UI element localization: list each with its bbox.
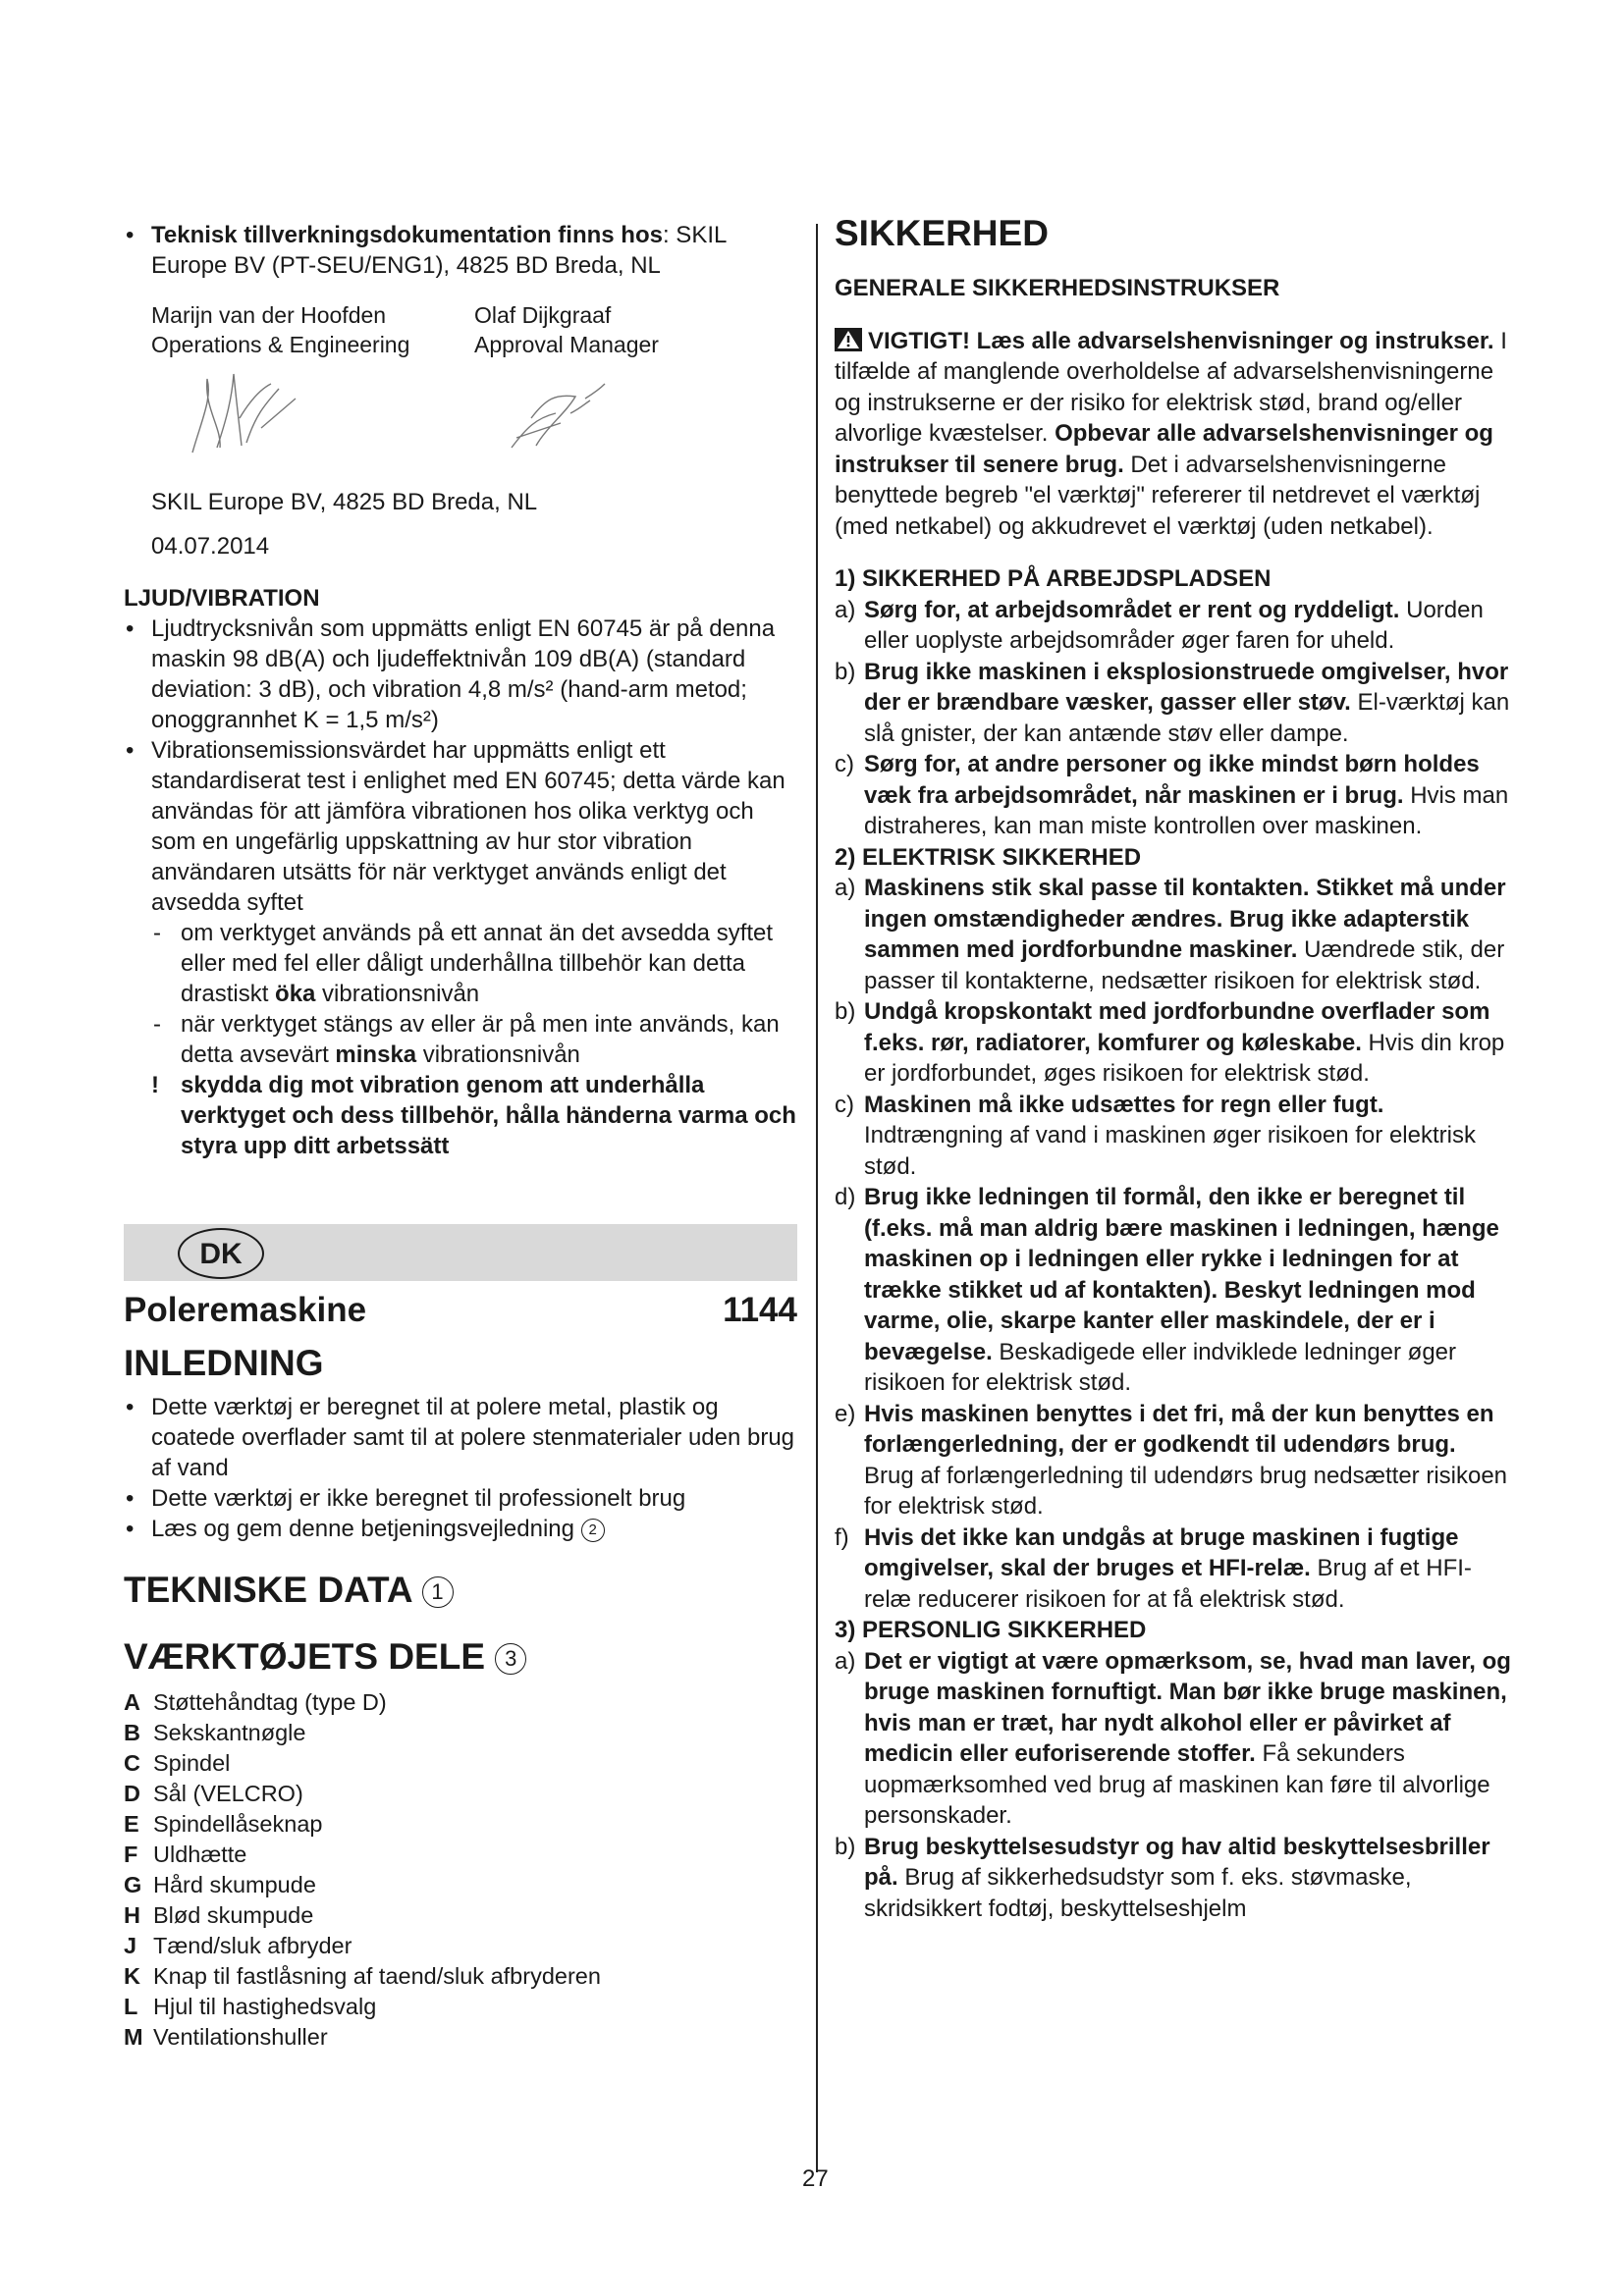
item-label: e) [835,1400,856,1427]
dash-bold: öka [275,981,316,1007]
signing-date: 04.07.2014 [151,533,270,560]
part-text: Knap til fastlåsning af taend/sluk afbryderen [153,1963,601,1989]
item-text: Brug af forlængerledning til udendørs brug nedsætter risikoen for elektrisk stød. [864,1462,1508,1520]
part-text: Spindel [153,1750,231,1776]
product-name: Poleremaskine [124,1291,367,1329]
list-item [124,1961,797,1992]
vibration-bullet-1 [124,614,797,735]
product-number: 1144 [723,1291,797,1329]
dash-bold: minska [335,1041,417,1068]
list-item [835,1182,1512,1399]
part-text: Hjul til hastighedsvalg [153,1994,377,2019]
dash-text: vibrationsnivån [416,1041,580,1068]
vibration-dash-1 [124,918,797,1009]
safety-title: SIKKERHED [835,213,1049,253]
general-warning [835,326,1512,543]
intro-text: Dette værktøj er ikke beregnet til professionelt brug [151,1485,686,1512]
list-item [835,996,1512,1090]
dash-text: när verktyget stängs av eller är på men inte används, kan detta avsevärt [181,1011,780,1068]
list-item [835,873,1512,996]
country-code: DK [199,1237,243,1270]
item-bold: Brug beskyttelsesudstyr og hav altid beskyttelsesbriller på. [864,1833,1490,1891]
item-label: b) [835,1833,856,1860]
item-label: c) [835,1091,854,1118]
list-item [835,1522,1512,1616]
list-item [124,1931,797,1961]
product-title-row [124,1291,797,1329]
page-number: 27 [802,2165,829,2192]
item-bold: Sørg for, at andre personer og ikke mindst børn holdes væk fra arbejdsområdet, når maskinen er i brug. [864,751,1480,809]
intro-bullet-2 [124,1483,797,1514]
part-text: Uldhætte [153,1842,247,1867]
list-item [835,657,1512,750]
list-item [124,1840,797,1870]
list-item [124,1900,797,1931]
signer-1 [151,300,474,359]
right-column [835,212,1512,1924]
part-text: Spindellåseknap [153,1811,323,1837]
signer-2 [474,300,797,359]
item-label: a) [835,875,856,901]
item-label: d) [835,1184,856,1210]
intro-heading: INLEDNING [124,1343,324,1383]
part-letter: H [124,1902,140,1928]
warning-bold: Opbevar alle advarselshenvisninger og instrukser til senere brug. [835,420,1493,478]
vibration-warning [124,1070,797,1161]
item-bold: Maskinens stik skal passe til kontakten. Stikket må under ingen omstændigheder ændres. Brug ikke adapterstik sammen med jordforbundne maskiner. [864,875,1506,963]
list-item [835,1090,1512,1183]
item-bold: Hvis maskinen benyttes i det fri, må der kun benyttes en forlængerledning, der er godkendt til udendørs brug. [864,1400,1494,1458]
item-bold: Undgå kropskontakt med jordforbundne overflader som f.eks. rør, radiatorer, komfurer og køleskabe. [864,998,1490,1056]
list-item [124,2022,797,2053]
figure-ref-badge: 3 [495,1643,526,1675]
vibration-dash-2 [124,1009,797,1070]
list-item [124,1809,797,1840]
item-bold: Maskinen må ikke udsættes for regn eller fugt. [864,1091,1384,1118]
section-heading-electrical: 2) ELEKTRISK SIKKERHED [835,843,1142,871]
parts-list [124,1687,797,2053]
column-divider [816,224,818,2172]
list-item [835,1832,1512,1925]
part-text: Sekskantnøgle [153,1720,306,1745]
tech-doc-value: : SKIL Europe BV (PT-SEU/ENG1), 4825 BD Breda, NL [151,222,727,279]
part-text: Tænd/sluk afbryder [153,1933,352,1958]
handwritten-signatures-image [124,359,797,477]
item-label: c) [835,751,854,777]
part-letter: G [124,1872,142,1897]
part-letter: A [124,1689,140,1715]
warning-text: Det i advarselshenvisningerne benyttede begreb "el værktøj" refererer til netdrevet el værktøj (med netkabel) og akkudrevet el værktøj (uden netkabel). [835,451,1481,540]
list-item [124,1992,797,2022]
warning-bold: VIGTIGT! Læs alle advarselshenvisninger og instrukser. [868,327,1494,354]
signer-name: Olaf Dijkgraaf [474,302,612,328]
parts-title: VÆRKTØJETS DELE [124,1636,485,1677]
item-bold: Brug ikke maskinen i eksplosionstruede omgivelser, hvor der er brændbare væsker, gasser eller støv. [864,658,1509,716]
parts-heading [124,1636,797,1678]
list-item [124,1779,797,1809]
list-item [835,1399,1512,1522]
item-text: Brug af et HFI-relæ reducerer risikoen for at få elektrisk stød. [864,1555,1472,1613]
tech-doc-bullet [124,220,797,281]
item-text: Hvis din krop er jordforbundet, øges risikoen for elektrisk stød. [864,1029,1505,1087]
signer-name: Marijn van der Hoofden [151,302,387,328]
part-text: Ventilationshuller [153,2024,328,2050]
item-text: El-værktøj kan slå gnister, der kan antænde støv eller dampe. [864,689,1510,747]
warning-book-icon [835,328,862,351]
item-text: Uorden eller uoplyste arbejdsområder øger faren for uheld. [864,596,1484,654]
part-text: Sål (VELCRO) [153,1781,303,1806]
item-label: b) [835,658,856,685]
warning-text: skydda dig mot vibration genom att underhålla verktyget och dess tillbehör, hålla händerna varma och styra upp ditt arbetssätt [181,1072,796,1159]
item-bold: Brug ikke ledningen til formål, den ikke er beregnet til (f.eks. må man aldrig bære maskinen i ledningen, hænge maskinen op i ledningen eller rykke i ledningen for at trække stikket ud af kontakten). Beskyt ledningen mod varme, olie, skarpe kanter eller maskindele, der er i bevægelse. [864,1184,1499,1365]
item-label: a) [835,596,856,623]
intro-text: Dette værktøj er beregnet til at polere metal, plastik og coatede overflader samt til at polere stenmaterialer uden brug af vand [151,1394,795,1481]
list-item [124,1718,797,1748]
item-label: b) [835,998,856,1025]
intro-bullet-1 [124,1392,797,1483]
item-text: Hvis man distraheres, kan man miste kontrollen over maskinen. [864,781,1509,839]
intro-bullet-3 [124,1514,797,1544]
item-label: f) [835,1523,849,1551]
part-letter: L [124,1994,138,2019]
left-column [124,220,797,2053]
part-letter: K [124,1963,140,1989]
list-item [835,749,1512,842]
vibration-bullet-2 [124,735,797,918]
signatures [124,359,797,477]
signer-title: Operations & Engineering [151,332,410,357]
part-letter: B [124,1720,140,1745]
item-label: a) [835,1647,856,1675]
company-address: SKIL Europe BV, 4825 BD Breda, NL [151,489,538,515]
item-bold: Hvis det ikke kan undgås at bruge maskinen i fugtige omgivelser, skal der bruges et HFI-relæ. [864,1523,1459,1581]
part-letter: C [124,1750,140,1776]
list-item [124,1687,797,1718]
tech-data-title: TEKNISKE DATA [124,1570,412,1610]
tech-doc-label: Teknisk tillverkningsdokumentation finns hos [151,222,663,248]
part-letter: E [124,1811,139,1837]
signer-title: Approval Manager [474,332,659,357]
dash-text: om verktyget används på ett annat än det avsedda syftet eller med fel eller dåligt underhållna tillbehör kan detta drastiskt [181,920,774,1007]
item-text: Brug af sikkerhedsudstyr som f. eks. støvmaske, skridsikkert fodtøj, beskyttelseshjelm [864,1864,1412,1922]
vibration-heading: LJUD/VIBRATION [124,585,320,612]
list-item [124,1870,797,1900]
warning-text: I tilfælde af manglende overholdelse af advarselshenvisningerne og instrukserne er der risiko for elektrisk stød, brand og/eller alvorlige kvæstelser. [835,327,1507,447]
vibration-text-1: Ljudtrycksnivån som uppmätts enligt EN 60745 är på denna maskin 98 dB(A) och ljudeffektnivån 109 dB(A) (standard deviation: 3 dB), och vibration 4,8 m/s² (hand-arm metod; onoggrannhet K = 1,5 m/s²) [151,615,776,733]
part-letter: M [124,2024,143,2050]
vibration-text-2: Vibrationsemissionsvärdet har uppmätts enligt ett standardiserat test i enlighet med EN 60745; detta värde kan användas för att jämföra vibrationen hos olika verktyg och som en ungefärlig uppskattning av hur stor vibration användaren utsätts för när verktyget används enligt det avsedda syftet [151,737,785,916]
item-bold: Det er vigtigt at være opmærksom, se, hvad man laver, og bruge maskinen fornuftigt. Man bør ikke bruge maskinen, hvis man er træt, har nydt alkohol eller er påvirket af medicin eller euforiserende stoffer. [864,1647,1511,1767]
part-letter: J [124,1933,137,1958]
part-letter: F [124,1842,138,1867]
list-item [124,1748,797,1779]
signers [124,300,797,359]
country-banner [124,1224,797,1281]
tech-data-heading [124,1570,797,1611]
exclamation-mark: ! [151,1072,159,1098]
figure-ref-badge: 1 [422,1576,454,1608]
item-text: Uændrede stik, der passer til kontakterne, nedsætter risikoen for elektrisk stød. [864,936,1505,994]
item-text: Indtrængning af vand i maskinen øger risikoen for elektrisk stød. [864,1122,1476,1180]
figure-ref-badge: 2 [581,1519,605,1542]
item-bold: Sørg for, at arbejdsområdet er rent og ryddeligt. [864,596,1400,623]
list-item [835,595,1512,657]
intro-text: Læs og gem denne betjeningsvejledning [151,1516,574,1542]
dash-text: vibrationsnivån [315,981,480,1007]
part-letter: D [124,1781,140,1806]
item-text: Få sekunders uopmærksomhed ved brug af maskinen kan føre til alvorlige personskader. [864,1740,1490,1829]
part-text: Blød skumpude [153,1902,314,1928]
item-text: Beskadigede eller indviklede ledninger øger risikoen for elektrisk stød. [864,1338,1457,1396]
part-text: Støttehåndtag (type D) [153,1689,387,1715]
section-heading-workplace: 1) SIKKERHED PÅ ARBEJDSPLADSEN [835,565,1272,592]
country-code-badge [178,1228,264,1279]
list-item [835,1646,1512,1832]
section-heading-personal: 3) PERSONLIG SIKKERHED [835,1617,1147,1643]
safety-subtitle: GENERALE SIKKERHEDSINSTRUKSER [835,275,1280,301]
part-text: Hård skumpude [153,1872,316,1897]
